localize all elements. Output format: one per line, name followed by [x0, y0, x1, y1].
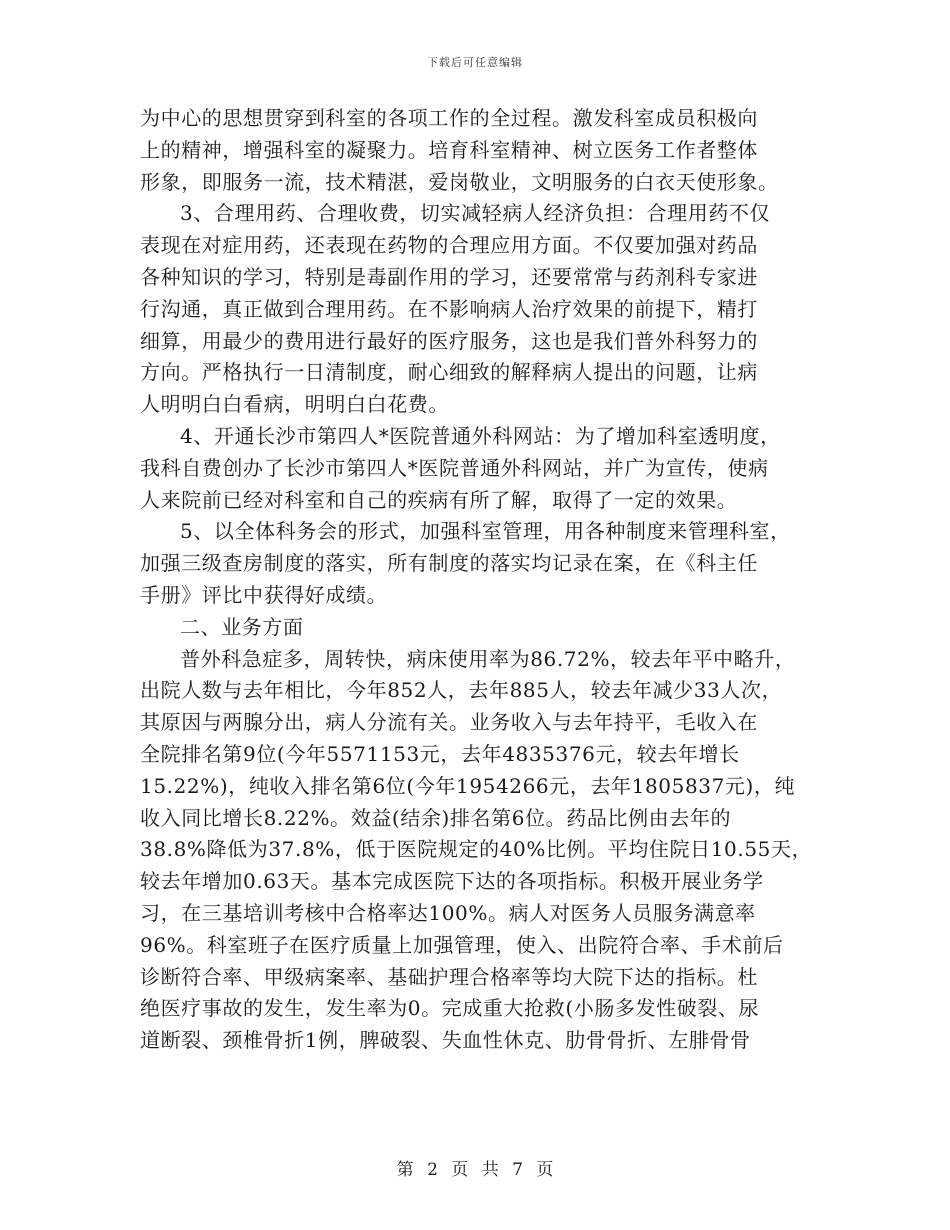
- footer-page-label: 页: [451, 1160, 469, 1180]
- text-line: 96%。科室班子在医疗质量上加强管理，使入、出院符合率、手术前后: [140, 932, 784, 957]
- footer-prefix: 第: [396, 1160, 414, 1180]
- footer-suffix: 页: [536, 1160, 554, 1180]
- document-body: [140, 103, 820, 1057]
- text-line: 3、合理用药、合理收费，切实减轻病人经济负担：合理用药不仅: [180, 201, 771, 226]
- footer-of: 共: [481, 1160, 499, 1180]
- text-line: 全院排名第9位(今年5571153元，去年4835376元，较去年增长: [140, 741, 740, 766]
- text-line: 4、开通长沙市第四人*医院普通外科网站：为了增加科室透明度，: [180, 423, 781, 448]
- text-line: 收入同比增长8.22%。效益(结余)排名第6位。药品比例由去年的: [140, 805, 732, 830]
- text-line: 其原因与两腺分出，病人分流有关。业务收入与去年持平，毛收入在: [140, 710, 758, 735]
- page-header: 下载后可任意编辑: [427, 56, 523, 69]
- text-line: 细算，用最少的费用进行最好的医疗服务，这也是我们普外科努力的: [140, 328, 758, 353]
- text-line: 各种知识的学习，特别是毒副作用的学习，还要常常与药剂科专家进: [140, 264, 758, 289]
- text-line: 方向。严格执行一日清制度，耐心细致的解释病人提出的问题，让病: [140, 360, 758, 385]
- page-footer: [0, 1155, 950, 1180]
- text-line: 我科自费创办了长沙市第四人*医院普通外科网站，并广为宣传，使病: [140, 455, 769, 480]
- text-line: 出院人数与去年相比，今年852人，去年885人，较去年减少33人次，: [140, 678, 783, 703]
- text-line: 较去年增加0.63天。基本完成医院下达的各项指标。积极开展业务学: [140, 869, 764, 894]
- text-line: 5、以全体科务会的形式，加强科室管理，用各种制度来管理科室，: [180, 519, 791, 544]
- text-line: 15.22%)，纯收入排名第6位(今年1954266元，去年1805837元)，纯: [140, 773, 796, 798]
- text-line: 绝医疗事故的发生，发生率为0。完成重大抢救(小肠多发性破裂、尿: [140, 996, 760, 1021]
- text-line: 表现在对症用药，还表现在药物的合理应用方面。不仅要加强对药品: [140, 233, 758, 258]
- text-line: 习，在三基培训考核中合格率达100%。病人对医务人员服务满意率: [140, 900, 756, 925]
- text-line: 为中心的思想贯穿到科室的各项工作的全过程。激发科室成员积极向: [140, 106, 758, 130]
- text-line: 上的精神，增强科室的凝聚力。培育科室精神、树立医务工作者整体: [140, 137, 758, 162]
- text-line: 形象，即服务一流，技术精湛，爱岗敬业，文明服务的白衣天使形象。: [140, 169, 779, 194]
- text-line: 诊断符合率、甲级病案率、基础护理合格率等均大院下达的指标。杜: [140, 964, 758, 989]
- text-line: 手册》评比中获得好成绩。: [140, 582, 388, 607]
- text-line: 行沟通，真正做到合理用药。在不影响病人治疗效果的前提下，精打: [140, 296, 758, 321]
- text-line: 加强三级查房制度的落实，所有制度的落实均记录在案，在《科主任: [140, 551, 758, 576]
- text-line: 道断裂、颈椎骨折1例，脾破裂、失血性休克、肋骨骨折、左腓骨骨: [140, 1028, 751, 1053]
- footer-total-pages: 7: [512, 1160, 523, 1180]
- text-line: 人来院前已经对科室和自己的疾病有所了解，取得了一定的效果。: [140, 487, 738, 512]
- footer-page-number: 2: [427, 1160, 438, 1180]
- text-line: 普外科急症多，周转快，病床使用率为86.72%，较去年平中略升，: [180, 646, 796, 671]
- text-line: 38.8%降低为37.8%，低于医院规定的40%比例。平均住院日10.55天，: [140, 837, 813, 862]
- text-line: 人明明白白看病，明明白白花费。: [140, 392, 449, 417]
- text-line: 二、业务方面: [180, 614, 304, 639]
